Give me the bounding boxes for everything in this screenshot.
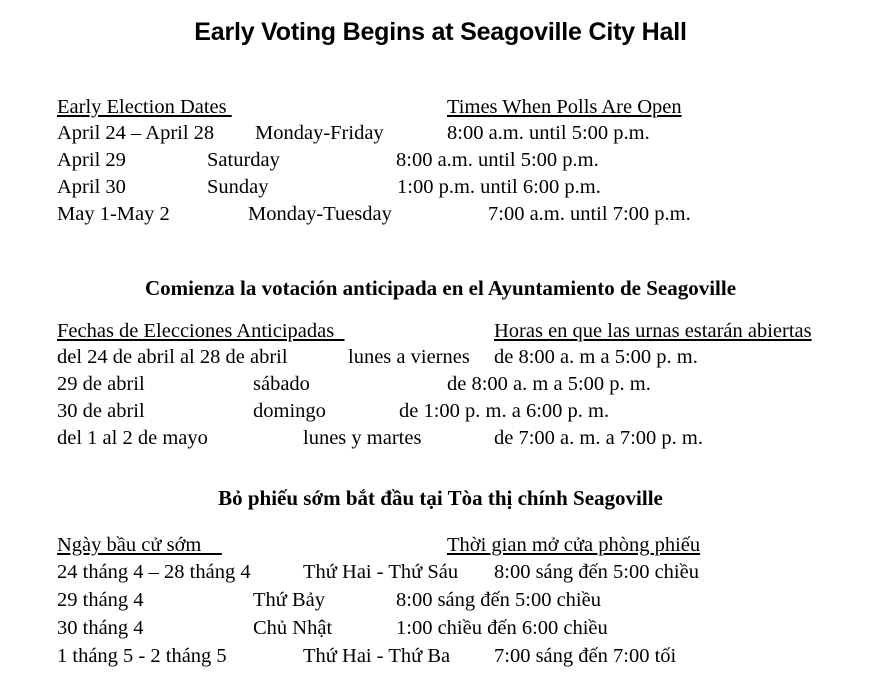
spanish-row-3-time: de 7:00 a. m. a 7:00 p. m. <box>494 427 703 449</box>
spanish-section-heading: Comienza la votación anticipada en el Ayuntamiento de Seagoville <box>144 276 737 300</box>
spanish-row-3-date: del 1 al 2 de mayo <box>57 427 208 449</box>
spanish-row-0-date: del 24 de abril al 28 de abril <box>57 346 288 368</box>
vietnamese-column-header-times: Thời gian mở cửa phòng phiếu <box>447 534 701 556</box>
english-row-1-date: April 29 <box>57 149 126 171</box>
spanish-row-0-time: de 8:00 a. m a 5:00 p. m. <box>494 346 698 368</box>
vietnamese-row-0-date: 24 tháng 4 – 28 tháng 4 <box>57 561 251 583</box>
english-row-0-date: April 24 – April 28 <box>57 122 215 144</box>
vietnamese-row-2-time: 1:00 chiều đến 6:00 chiều <box>396 617 608 639</box>
spanish-column-header-times: Horas en que las urnas estarán abiertas <box>494 320 812 342</box>
vietnamese-row-0-day: Thứ Hai - Thứ Sáu <box>303 561 459 583</box>
vietnamese-row-2-date: 30 tháng 4 <box>57 617 144 639</box>
vietnamese-row-0-time: 8:00 sáng đến 5:00 chiều <box>494 561 699 583</box>
vietnamese-row-1-time: 8:00 sáng đến 5:00 chiều <box>396 589 601 611</box>
spanish-row-0-day: lunes a viernes <box>348 346 470 368</box>
vietnamese-row-3-time: 7:00 sáng đến 7:00 tối <box>494 645 677 667</box>
english-row-3-time: 7:00 a.m. until 7:00 p.m. <box>488 203 691 225</box>
english-row-0-day: Monday-Friday <box>255 122 384 144</box>
spanish-column-header-dates: Fechas de Elecciones Anticipadas <box>57 320 345 342</box>
spanish-row-2-time: de 1:00 p. m. a 6:00 p. m. <box>399 400 610 422</box>
vietnamese-row-3-day: Thứ Hai - Thứ Ba <box>303 645 451 667</box>
english-row-3-day: Monday-Tuesday <box>248 203 392 225</box>
spanish-row-1-day: sábado <box>253 373 310 395</box>
vietnamese-row-3-date: 1 tháng 5 - 2 tháng 5 <box>57 645 227 667</box>
spanish-row-1-time: de 8:00 a. m a 5:00 p. m. <box>447 373 651 395</box>
english-column-header-times: Times When Polls Are Open <box>447 96 682 118</box>
vietnamese-row-1-day: Thứ Bảy <box>253 589 326 611</box>
vietnamese-row-2-day: Chủ Nhật <box>253 617 333 639</box>
english-row-2-time: 1:00 p.m. until 6:00 p.m. <box>397 176 601 198</box>
spanish-row-2-day: domingo <box>253 400 326 422</box>
spanish-row-1-date: 29 de abril <box>57 373 145 395</box>
spanish-row-2-date: 30 de abril <box>57 400 145 422</box>
english-row-0-time: 8:00 a.m. until 5:00 p.m. <box>447 122 650 144</box>
english-row-3-date: May 1-May 2 <box>57 203 170 225</box>
english-row-2-day: Sunday <box>207 176 269 198</box>
page-title: Early Voting Begins at Seagoville City Hall <box>194 18 687 46</box>
spanish-row-3-day: lunes y martes <box>303 427 422 449</box>
vietnamese-section-heading: Bỏ phiếu sớm bắt đầu tại Tòa thị chính Seagoville <box>218 486 663 510</box>
english-row-1-time: 8:00 a.m. until 5:00 p.m. <box>396 149 599 171</box>
vietnamese-column-header-dates: Ngày bầu cử sớm <box>57 534 222 556</box>
english-row-2-date: April 30 <box>57 176 126 198</box>
vietnamese-row-1-date: 29 tháng 4 <box>57 589 144 611</box>
english-row-1-day: Saturday <box>207 149 280 171</box>
english-column-header-dates: Early Election Dates <box>57 96 232 118</box>
